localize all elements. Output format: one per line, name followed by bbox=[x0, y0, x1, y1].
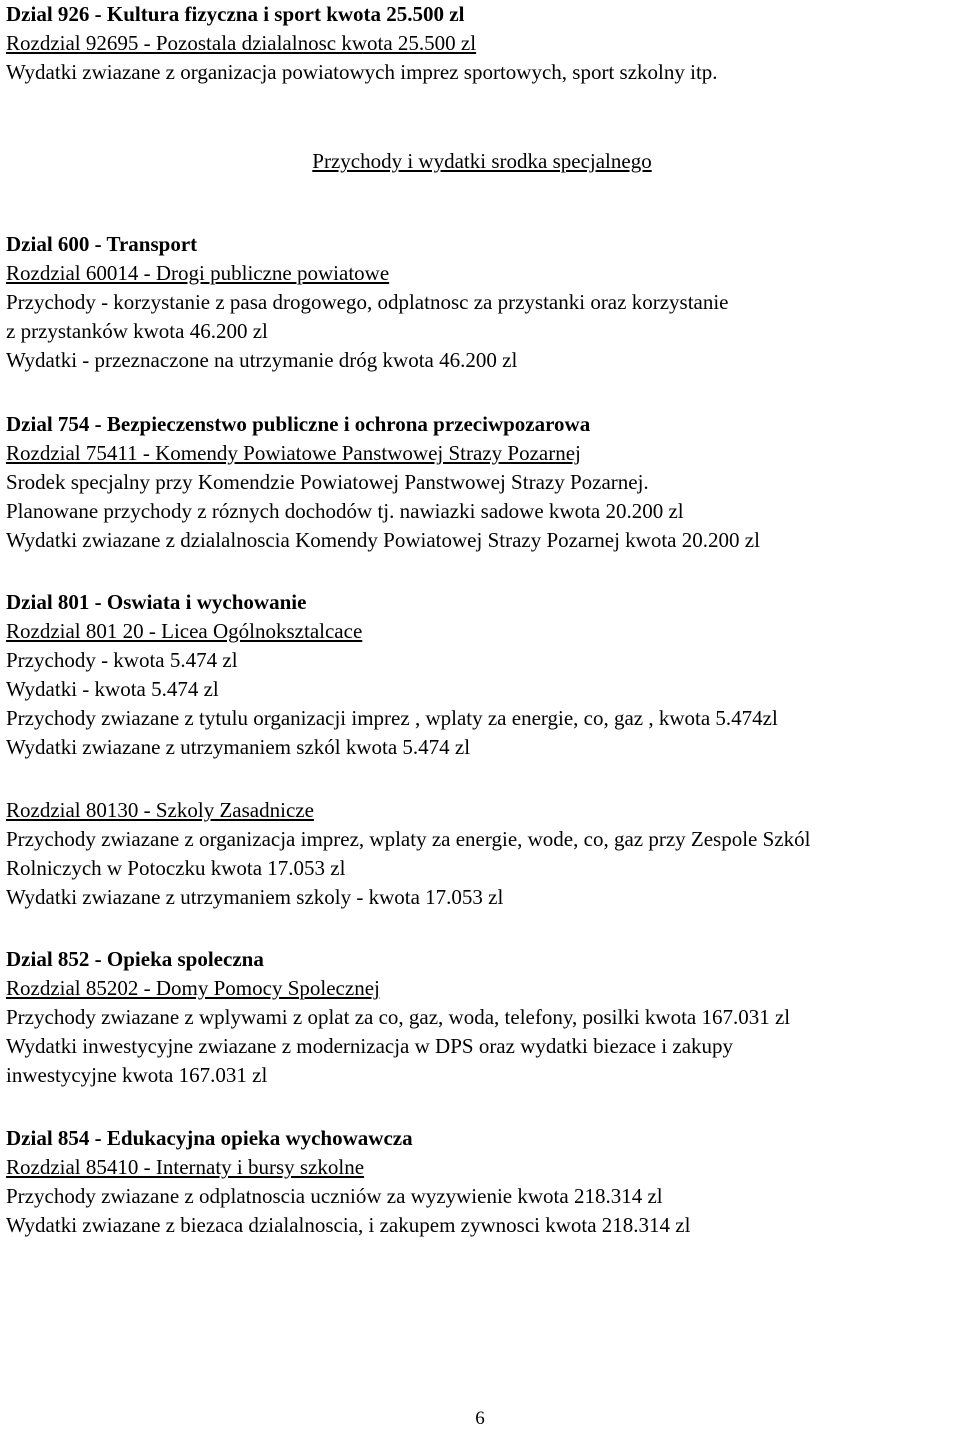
section-801 bbox=[6, 588, 778, 762]
section-heading: Dzial 754 - Bezpieczenstwo publiczne i ochrona przeciwpozarowa bbox=[6, 412, 591, 436]
text-line: Przychody zwiazane z organizacja imprez, wplaty za energie, wode, co, gaz przy Zespole Szkól bbox=[6, 827, 811, 851]
section-801-rozdzial-80130 bbox=[6, 796, 810, 912]
page-number: 6 bbox=[475, 1408, 485, 1429]
text-line: inwestycyjne kwota 167.031 zl bbox=[6, 1063, 268, 1087]
text-line: Srodek specjalny przy Komendzie Powiatowej Panstwowej Strazy Pozarnej. bbox=[6, 470, 649, 494]
section-600 bbox=[6, 230, 729, 375]
text-line: Przychody zwiazane z odplatnoscia uczniów za wyzywienie kwota 218.314 zl bbox=[6, 1184, 663, 1208]
text-line: Wydatki zwiazane z utrzymaniem szkoly - kwota 17.053 zl bbox=[6, 885, 504, 909]
text-line: Wydatki - kwota 5.474 zl bbox=[6, 677, 219, 701]
rozdzial-heading: Rozdzial 60014 - Drogi publiczne powiatowe bbox=[6, 261, 390, 285]
rozdzial-heading: Rozdzial 80130 - Szkoly Zasadnicze bbox=[6, 798, 314, 822]
section-heading: Dzial 801 - Oswiata i wychowanie bbox=[6, 590, 307, 614]
rozdzial-heading: Rozdzial 801 20 - Licea Ogólnoksztalcace bbox=[6, 619, 363, 643]
section-852 bbox=[6, 945, 790, 1090]
rozdzial-heading: Rozdzial 92695 - Pozostala dzialalnosc kwota 25.500 zl bbox=[6, 31, 477, 55]
section-854 bbox=[6, 1124, 690, 1240]
text-line: Wydatki zwiazane z dzialalnoscia Komendy Powiatowej Strazy Pozarnej kwota 20.200 zl bbox=[6, 528, 760, 552]
text-line: Wydatki - przeznaczone na utrzymanie dróg kwota 46.200 zl bbox=[6, 348, 518, 372]
text-line: Przychody - kwota 5.474 zl bbox=[6, 648, 238, 672]
section-heading: Dzial 600 - Transport bbox=[6, 232, 198, 256]
text-line: z przystanków kwota 46.200 zl bbox=[6, 319, 268, 343]
text-line: Wydatki zwiazane z utrzymaniem szkól kwota 5.474 zl bbox=[6, 735, 471, 759]
text-line: Rolniczych w Potoczku kwota 17.053 zl bbox=[6, 856, 346, 880]
text-line: Planowane przychody z róznych dochodów tj. nawiazki sadowe kwota 20.200 zl bbox=[6, 499, 684, 523]
text-line: Wydatki zwiazane z organizacja powiatowych imprez sportowych, sport szkolny itp. bbox=[6, 60, 718, 84]
text-line: Przychody zwiazane z tytulu organizacji imprez , wplaty za energie, co, gaz , kwota 5.474zl bbox=[6, 706, 778, 730]
rozdzial-heading: Rozdzial 85202 - Domy Pomocy Spolecznej bbox=[6, 976, 380, 1000]
text-line: Wydatki inwestycyjne zwiazane z modernizacja w DPS oraz wydatki biezace i zakupy bbox=[6, 1034, 734, 1058]
text-line: Wydatki zwiazane z biezaca dzialalnoscia, i zakupem zywnosci kwota 218.314 zl bbox=[6, 1213, 691, 1237]
main-title-block bbox=[6, 147, 954, 176]
rozdzial-heading: Rozdzial 75411 - Komendy Powiatowe Panstwowej Strazy Pozarnej bbox=[6, 441, 581, 465]
section-heading: Dzial 926 - Kultura fizyczna i sport kwota 25.500 zl bbox=[6, 2, 465, 26]
section-heading: Dzial 854 - Edukacyjna opieka wychowawcza bbox=[6, 1126, 413, 1150]
text-line: Przychody zwiazane z wplywami z oplat za co, gaz, woda, telefony, posilki kwota 167.031 zl bbox=[6, 1005, 791, 1029]
section-926 bbox=[6, 0, 718, 87]
main-title: Przychody i wydatki srodka specjalnego bbox=[312, 149, 652, 173]
rozdzial-heading: Rozdzial 85410 - Internaty i bursy szkolne bbox=[6, 1155, 365, 1179]
section-heading: Dzial 852 - Opieka spoleczna bbox=[6, 947, 264, 971]
text-line: Przychody - korzystanie z pasa drogowego, odplatnosc za przystanki oraz korzystanie bbox=[6, 290, 729, 314]
section-754 bbox=[6, 410, 760, 555]
